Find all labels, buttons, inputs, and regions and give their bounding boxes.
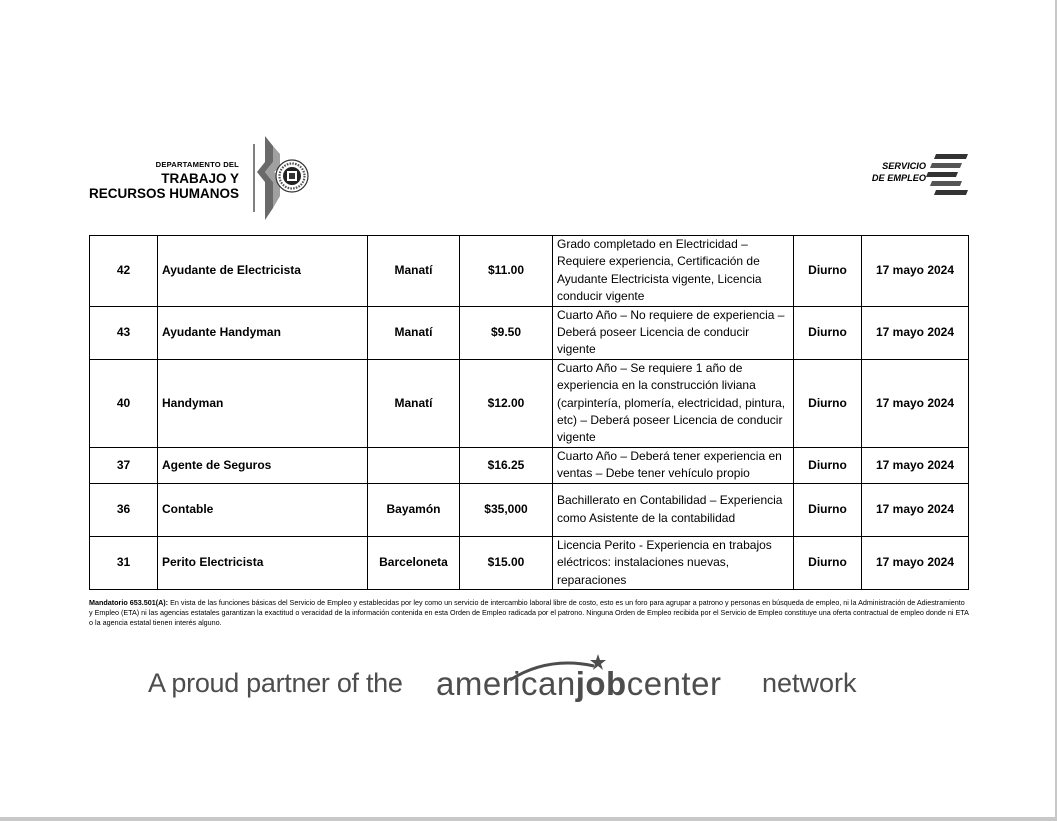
job-date: 17 mayo 2024 — [862, 359, 969, 447]
table-row — [90, 359, 969, 447]
page-edge-bottom — [0, 817, 1057, 821]
job-number: 36 — [90, 483, 158, 536]
job-number: 40 — [90, 359, 158, 447]
job-number: 37 — [90, 447, 158, 483]
job-location: Manatí — [368, 359, 460, 447]
service-line1: SERVICIO — [882, 161, 926, 171]
brand-american: american — [436, 665, 576, 702]
job-shift: Diurno — [794, 483, 862, 536]
job-date: 17 mayo 2024 — [862, 483, 969, 536]
job-requirements: Cuarto Año – No requiere de experiencia – Deberá poseer Licencia de conducir vigente — [553, 306, 794, 359]
dept-line2: TRABAJO Y — [161, 171, 239, 186]
job-location — [368, 447, 460, 483]
job-requirements: Cuarto Año – Deberá tener experiencia en ventas – Debe tener vehículo propio — [553, 447, 794, 483]
job-salary: $9.50 — [460, 306, 553, 359]
table-row — [90, 447, 969, 483]
job-shift: Diurno — [794, 236, 862, 307]
job-location: Bayamón — [368, 483, 460, 536]
job-date: 17 mayo 2024 — [862, 236, 969, 307]
job-salary: $16.25 — [460, 447, 553, 483]
job-shift: Diurno — [794, 536, 862, 589]
job-salary: $12.00 — [460, 359, 553, 447]
jobs-table — [89, 235, 969, 590]
job-number: 31 — [90, 536, 158, 589]
partner-post-text: network — [762, 668, 857, 698]
job-requirements: Grado completado en Electricidad – Requiere experiencia, Certificación de Ayudante Electricista vigente, Licencia conducir vigente — [553, 236, 794, 307]
job-salary: $15.00 — [460, 536, 553, 589]
table-row — [90, 236, 969, 307]
mandate-label: Mandatorio 653.501(A): — [89, 598, 169, 607]
job-number: 42 — [90, 236, 158, 307]
job-date: 17 mayo 2024 — [862, 536, 969, 589]
partner-pre-text: A proud partner of the — [148, 668, 403, 698]
job-title: Handyman — [158, 359, 368, 447]
ajc-brand — [436, 665, 721, 703]
dept-line1: DEPARTAMENTO DEL — [155, 160, 239, 169]
job-requirements: Bachillerato en Contabilidad – Experiencia como Asistente de la contabilidad — [553, 483, 794, 536]
dept-line3: RECURSOS HUMANOS — [88, 186, 239, 201]
job-shift: Diurno — [794, 306, 862, 359]
job-date: 17 mayo 2024 — [862, 447, 969, 483]
mandate-disclaimer — [89, 598, 969, 629]
job-title: Ayudante de Electricista — [158, 236, 368, 307]
brand-job: job — [575, 665, 627, 702]
job-location: Barceloneta — [368, 536, 460, 589]
job-salary: $35,000 — [460, 483, 553, 536]
job-requirements: Cuarto Año – Se requiere 1 año de experiencia en la construcción liviana (carpintería, plomería, electricidad, pintura, etc) – Deberá poseer Licencia de conducir vigente — [553, 359, 794, 447]
servicio-empleo-logo — [862, 152, 968, 196]
table-row — [90, 483, 969, 536]
job-requirements: Licencia Perito - Experiencia en trabajos eléctricos: instalaciones nuevas, reparaciones — [553, 536, 794, 589]
job-title: Contable — [158, 483, 368, 536]
job-title: Ayudante Handyman — [158, 306, 368, 359]
service-line2: DE EMPLEO — [871, 173, 926, 183]
ajc-partner-banner — [148, 652, 888, 712]
job-date: 17 mayo 2024 — [862, 306, 969, 359]
job-title: Perito Electricista — [158, 536, 368, 589]
brand-center: center — [626, 665, 722, 702]
mandate-text: En vista de las funciones básicas del Servicio de Empleo y establecidas por ley como un servicio de intercambio laboral libre de costo, esto es un foro para agrupar a patrono y personas en búsqueda de empleo, ni la Administración de Adiestramiento y Empleo (ETA) ni las agencias estatales garantizan la exactitud o veracidad de la información contenida en esta Orden de Empleo radicada por el patrono. Ninguna Orden de Empleo recibida por el Servicio de Empleo constituye una oferta contractual de empleo donde ni ETA o la agencia estatal tienen interés alguno. — [89, 598, 969, 628]
seal-emblem-icon — [252, 136, 314, 220]
job-location: Manatí — [368, 306, 460, 359]
dtrh-logo — [86, 136, 326, 220]
job-title: Agente de Seguros — [158, 447, 368, 483]
table-row — [90, 306, 969, 359]
table-row — [90, 536, 969, 589]
job-salary: $11.00 — [460, 236, 553, 307]
stripes-logo-icon — [924, 152, 968, 196]
job-shift: Diurno — [794, 447, 862, 483]
job-number: 43 — [90, 306, 158, 359]
job-shift: Diurno — [794, 359, 862, 447]
job-location: Manatí — [368, 236, 460, 307]
